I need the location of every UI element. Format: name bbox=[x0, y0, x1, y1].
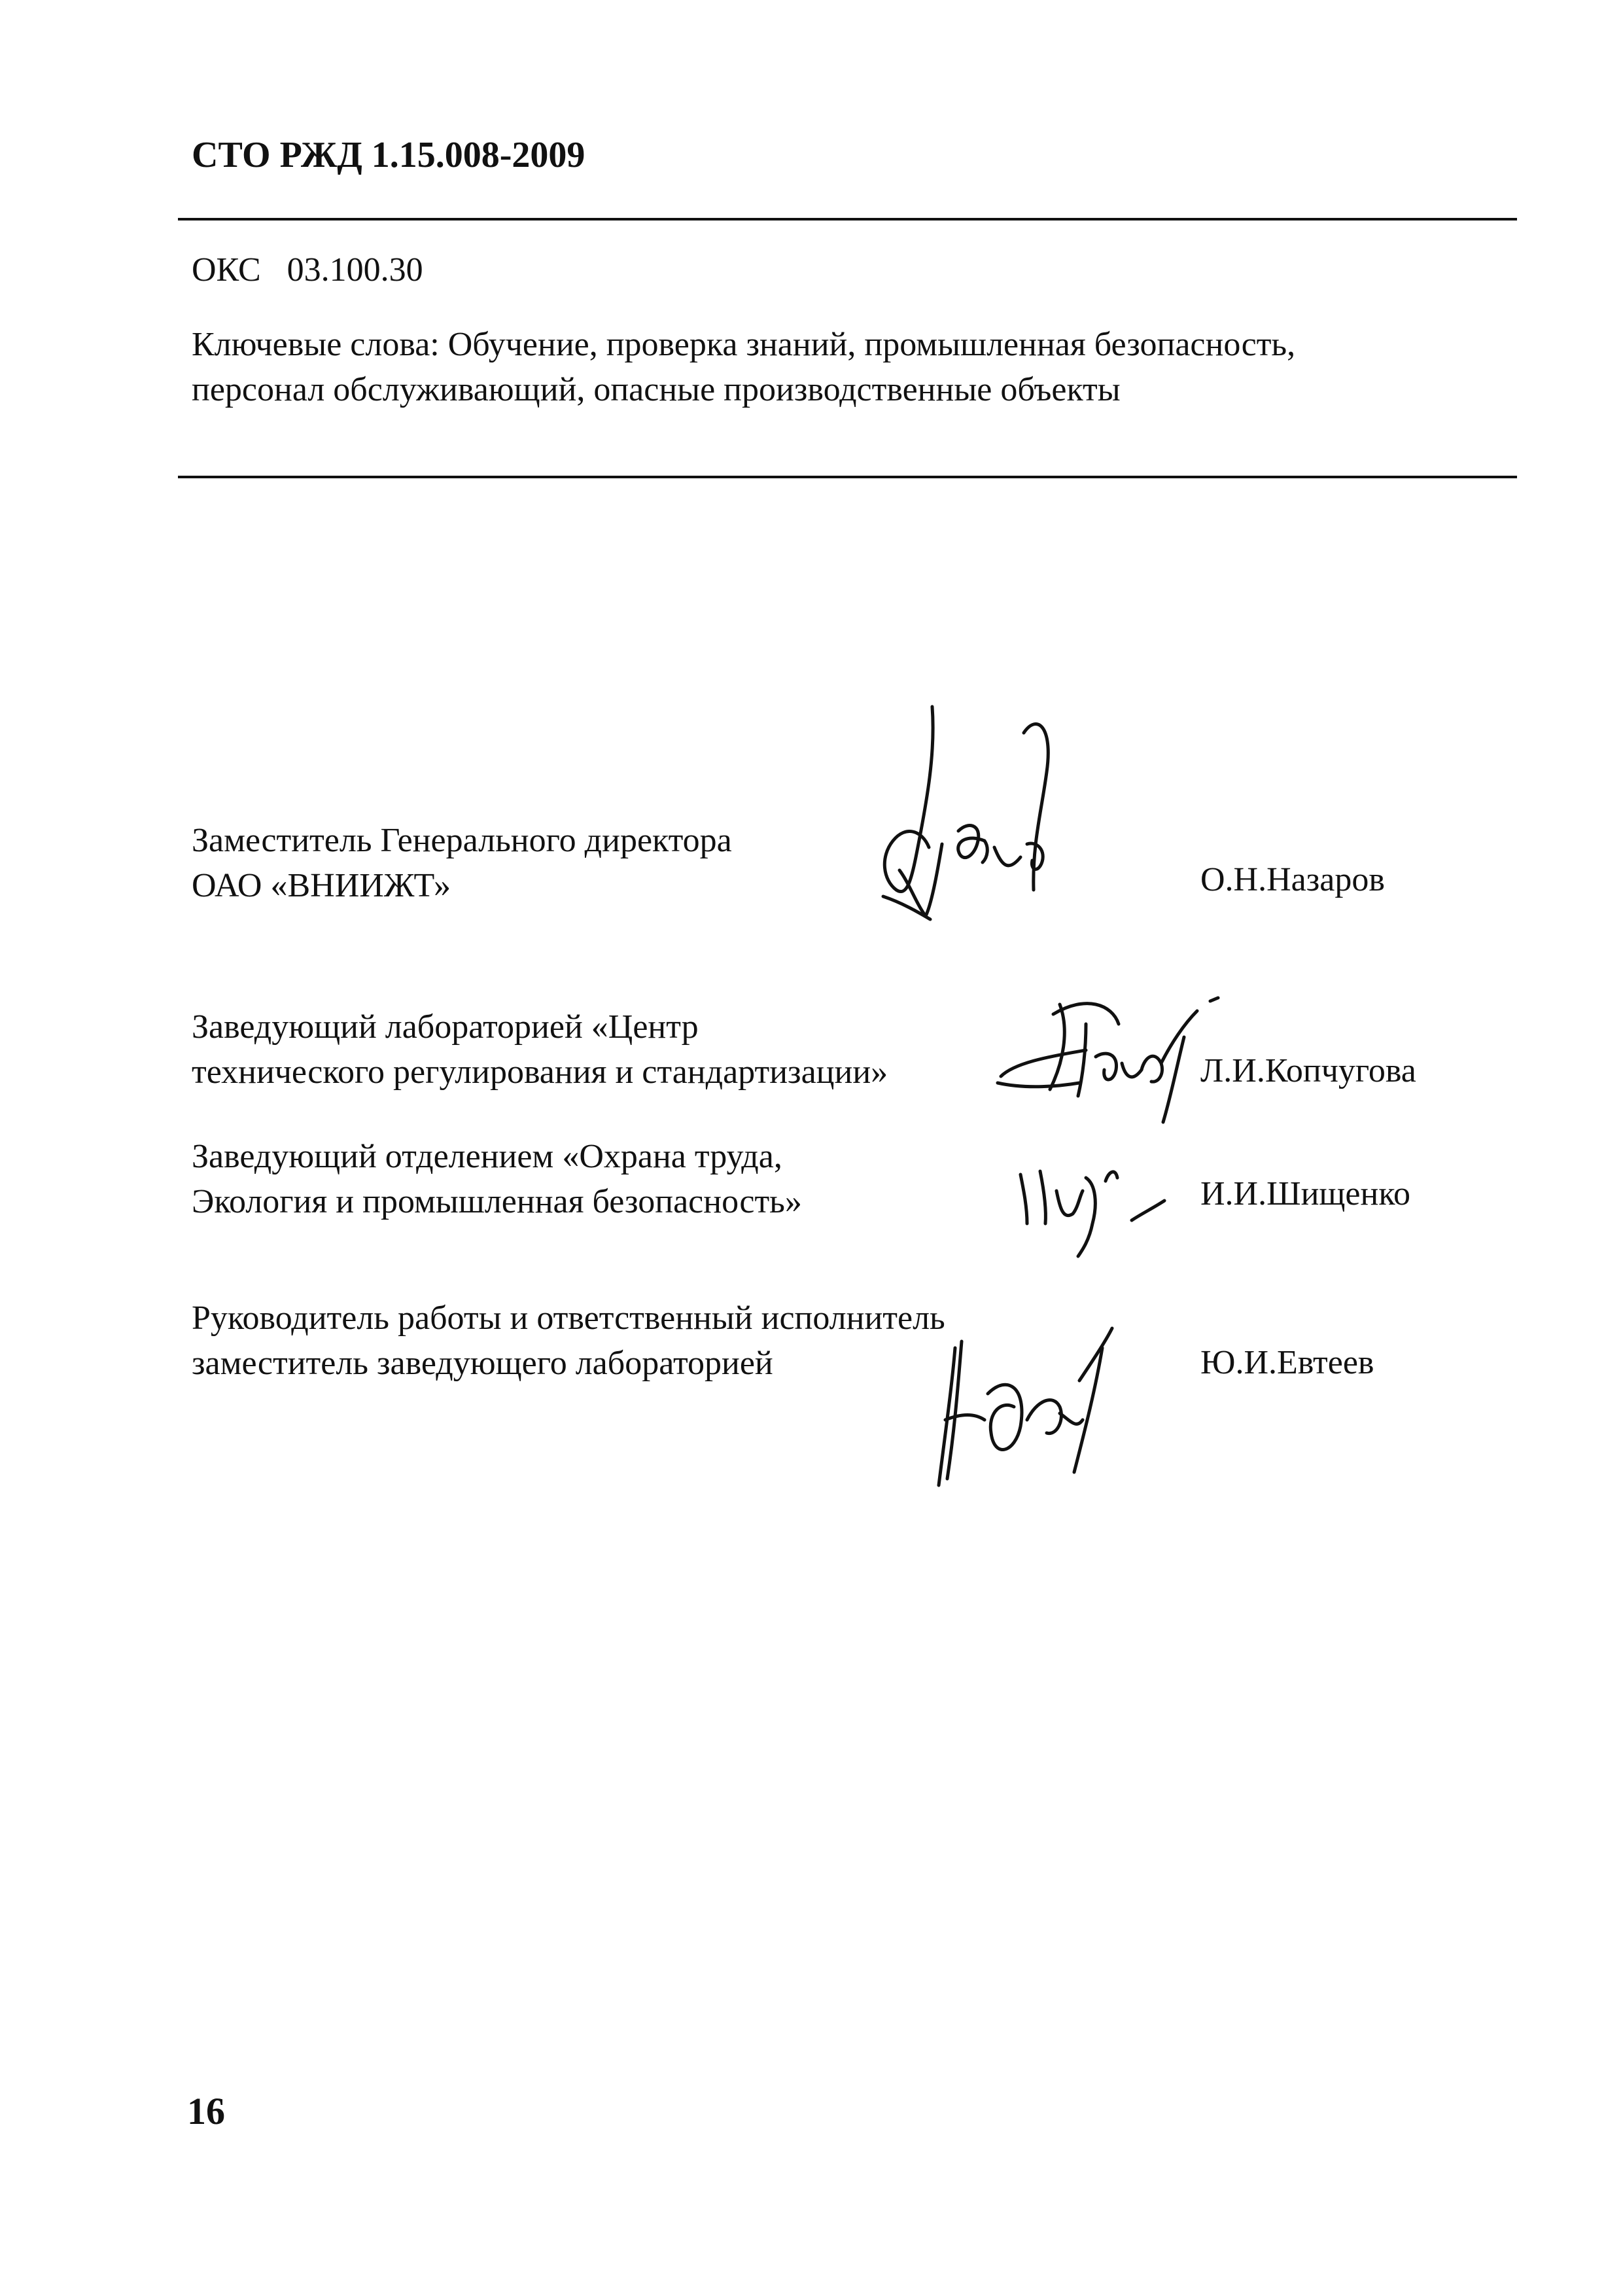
top-divider bbox=[178, 218, 1517, 221]
keywords-line-1: Ключевые слова: Обучение, проверка знаний, промышленная безопасность, bbox=[192, 326, 1296, 363]
classification-line bbox=[192, 251, 423, 289]
signatory-2-name: Л.И.Копчугова bbox=[1200, 1052, 1416, 1089]
signatory-2-title-line-1: Заведующий лабораторией «Центр bbox=[192, 1008, 699, 1046]
signature-2-image bbox=[988, 985, 1230, 1129]
document-code: СТО РЖД 1.15.008-2009 bbox=[192, 135, 585, 175]
signatory-4-name: Ю.И.Евтеев bbox=[1200, 1344, 1374, 1381]
signatory-4-title bbox=[192, 1296, 945, 1386]
keywords-block bbox=[192, 322, 1500, 412]
signatory-4-title-line-1: Руководитель работы и ответственный исполнитель bbox=[192, 1299, 945, 1337]
signatory-1-title bbox=[192, 818, 732, 908]
signatory-1-title-line-1: Заместитель Генерального директора bbox=[192, 822, 732, 859]
keywords-line-2: персонал обслуживающий, опасные производственные объекты bbox=[192, 371, 1121, 408]
signatory-1-name: О.Н.Назаров bbox=[1200, 861, 1385, 898]
signatory-3-name: И.И.Шищенко bbox=[1200, 1175, 1410, 1212]
signatory-3-title bbox=[192, 1134, 802, 1224]
signatory-2-title-line-2: технического регулирования и стандартизации» bbox=[192, 1053, 888, 1091]
signatory-1-title-line-2: ОАО «ВНИИЖТ» bbox=[192, 867, 451, 904]
classification-code: 03.100.30 bbox=[287, 251, 423, 289]
signature-1-image bbox=[870, 694, 1092, 929]
signatory-3-title-line-1: Заведующий отделением «Охрана труда, bbox=[192, 1138, 782, 1175]
signatory-4-title-line-2: заместитель заведующего лабораторией bbox=[192, 1345, 773, 1382]
keywords-divider bbox=[178, 476, 1517, 478]
page-number: 16 bbox=[187, 2090, 225, 2132]
signatory-2-title bbox=[192, 1004, 888, 1095]
signatory-3-title-line-2: Экология и промышленная безопасность» bbox=[192, 1183, 802, 1220]
signature-4-image bbox=[929, 1322, 1132, 1498]
signature-3-image bbox=[1001, 1152, 1178, 1263]
classification-label: ОКС bbox=[192, 251, 261, 289]
